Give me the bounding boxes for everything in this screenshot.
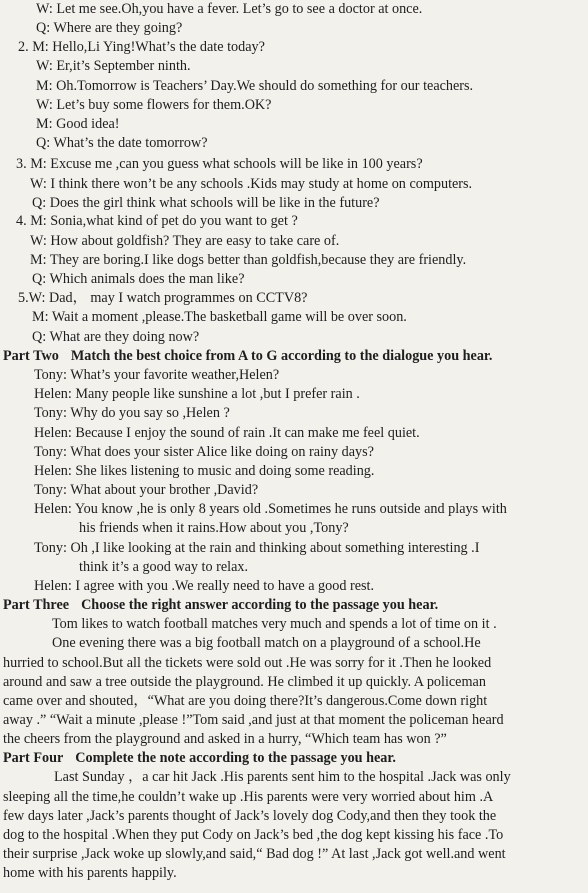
part-four-line: sleeping all the time,he couldn’t wake up .His parents were very worried about him .A	[3, 789, 494, 805]
q2-line-3: M: Oh.Tomorrow is Teachers’ Day.We should do something for our teachers.	[36, 78, 474, 94]
q5-line-3: Q: What are they doing now?	[32, 329, 200, 345]
part-two-line: Tony: Why do you say so ,Helen ?	[34, 405, 230, 421]
part-three-heading	[3, 596, 438, 614]
part-two-line: think it’s a good way to relax.	[79, 559, 249, 575]
q4-line-4: Q: Which animals does the man like?	[32, 271, 245, 287]
part-three-title: Choose the right answer according to the passage you hear.	[81, 597, 439, 613]
part-two-line: Tony: Oh ,I like looking at the rain and thinking about something interesting .I	[34, 540, 480, 556]
part-two-heading	[3, 347, 492, 365]
part-three-line: One evening there was a big football match on a playground of a school.He	[52, 635, 481, 651]
part-two-line: Helen: She likes listening to music and doing some reading.	[34, 463, 375, 479]
part-four-line: dog to the hospital .When they put Cody on Jack’s bed ,the dog kept kissing his face .To	[3, 827, 504, 843]
q2-line-2: W: Er,it’s September ninth.	[36, 58, 191, 74]
part-four-line: home with his parents happily.	[3, 865, 177, 881]
part-four-title: Complete the note according to the passage you hear.	[75, 750, 396, 766]
part-two-line: Helen: You know ,he is only 8 years old .Sometimes he runs outside and plays with	[34, 501, 507, 517]
q1-line-2: Q: Where are they going?	[36, 20, 183, 36]
q4-line-2: W: How about goldfish? They are easy to take care of.	[30, 233, 340, 249]
part-two-line: his friends when it rains.How about you ,Tony?	[79, 520, 349, 536]
part-four-label: Part Four	[3, 750, 64, 766]
q1-line-1: W: Let me see.Oh,you have a fever. Let’s go to see a doctor at once.	[36, 1, 423, 17]
part-two-line: Tony: What’s your favorite weather,Helen?	[34, 367, 280, 383]
part-three-line: away .” “Wait a minute ,please !”Tom said ,and just at that moment the policeman heard	[3, 712, 504, 728]
part-three-line: Tom likes to watch football matches very much and spends a lot of time on it .	[52, 616, 497, 632]
part-three-line: came over and shouted，“What are you doing there?It’s dangerous.Come down right	[3, 693, 488, 709]
part-four-line: Last Sunday ，a car hit Jack .His parents sent him to the hospital .Jack was only	[54, 769, 511, 785]
part-two-line: Helen: Because I enjoy the sound of rain .It can make me feel quiet.	[34, 425, 420, 441]
q3-line-1: 3. M: Excuse me ,can you guess what schools will be like in 100 years?	[16, 156, 423, 172]
q4-line-3: M: They are boring.I like dogs better than goldfish,because they are friendly.	[30, 252, 467, 268]
part-three-line: around and saw a tree outside the playground. He climbed it up quickly. A policeman	[3, 674, 486, 690]
part-three-label: Part Three	[3, 597, 70, 613]
part-two-line: Helen: I agree with you .We really need to have a good rest.	[34, 578, 375, 594]
part-four-line: their surprise ,Jack woke up slowly,and said,“ Bad dog !” At last ,Jack got well.and went	[3, 846, 506, 862]
part-two-label: Part Two	[3, 348, 59, 364]
q3-line-3: Q: Does the girl think what schools will be like in the future?	[32, 195, 380, 211]
q2-line-6: Q: What’s the date tomorrow?	[36, 135, 208, 151]
q4-line-1: 4. M: Sonia,what kind of pet do you want to get ?	[16, 213, 298, 229]
q3-line-2: W: I think there won’t be any schools .Kids may study at home on computers.	[30, 176, 473, 192]
part-two-line: Tony: What about your brother ,David?	[34, 482, 259, 498]
q2-line-1: 2. M: Hello,Li Ying!What’s the date today?	[18, 39, 265, 55]
part-three-line: the cheers from the playground and asked in a hurry, “Which team has won ?”	[3, 731, 447, 747]
part-two-title: Match the best choice from A to G according to the dialogue you hear.	[70, 348, 493, 364]
q2-line-5: M: Good idea!	[36, 116, 120, 132]
part-three-line: hurried to school.But all the tickets were sold out .He was sorry for it .Then he looked	[3, 655, 492, 671]
part-two-line: Helen: Many people like sunshine a lot ,but I prefer rain .	[34, 386, 360, 402]
part-four-line: few days later ,Jack’s parents thought of Jack’s lovely dog Cody,and then they took the	[3, 808, 497, 824]
q5-line-1: 5.W: Dad， may I watch programmes on CCTV8?	[18, 290, 308, 306]
q5-line-2: M: Wait a moment ,please.The basketball game will be over soon.	[32, 309, 407, 325]
q2-line-4: W: Let’s buy some flowers for them.OK?	[36, 97, 272, 113]
part-two-line: Tony: What does your sister Alice like doing on rainy days?	[34, 444, 374, 460]
part-four-heading	[3, 749, 396, 767]
